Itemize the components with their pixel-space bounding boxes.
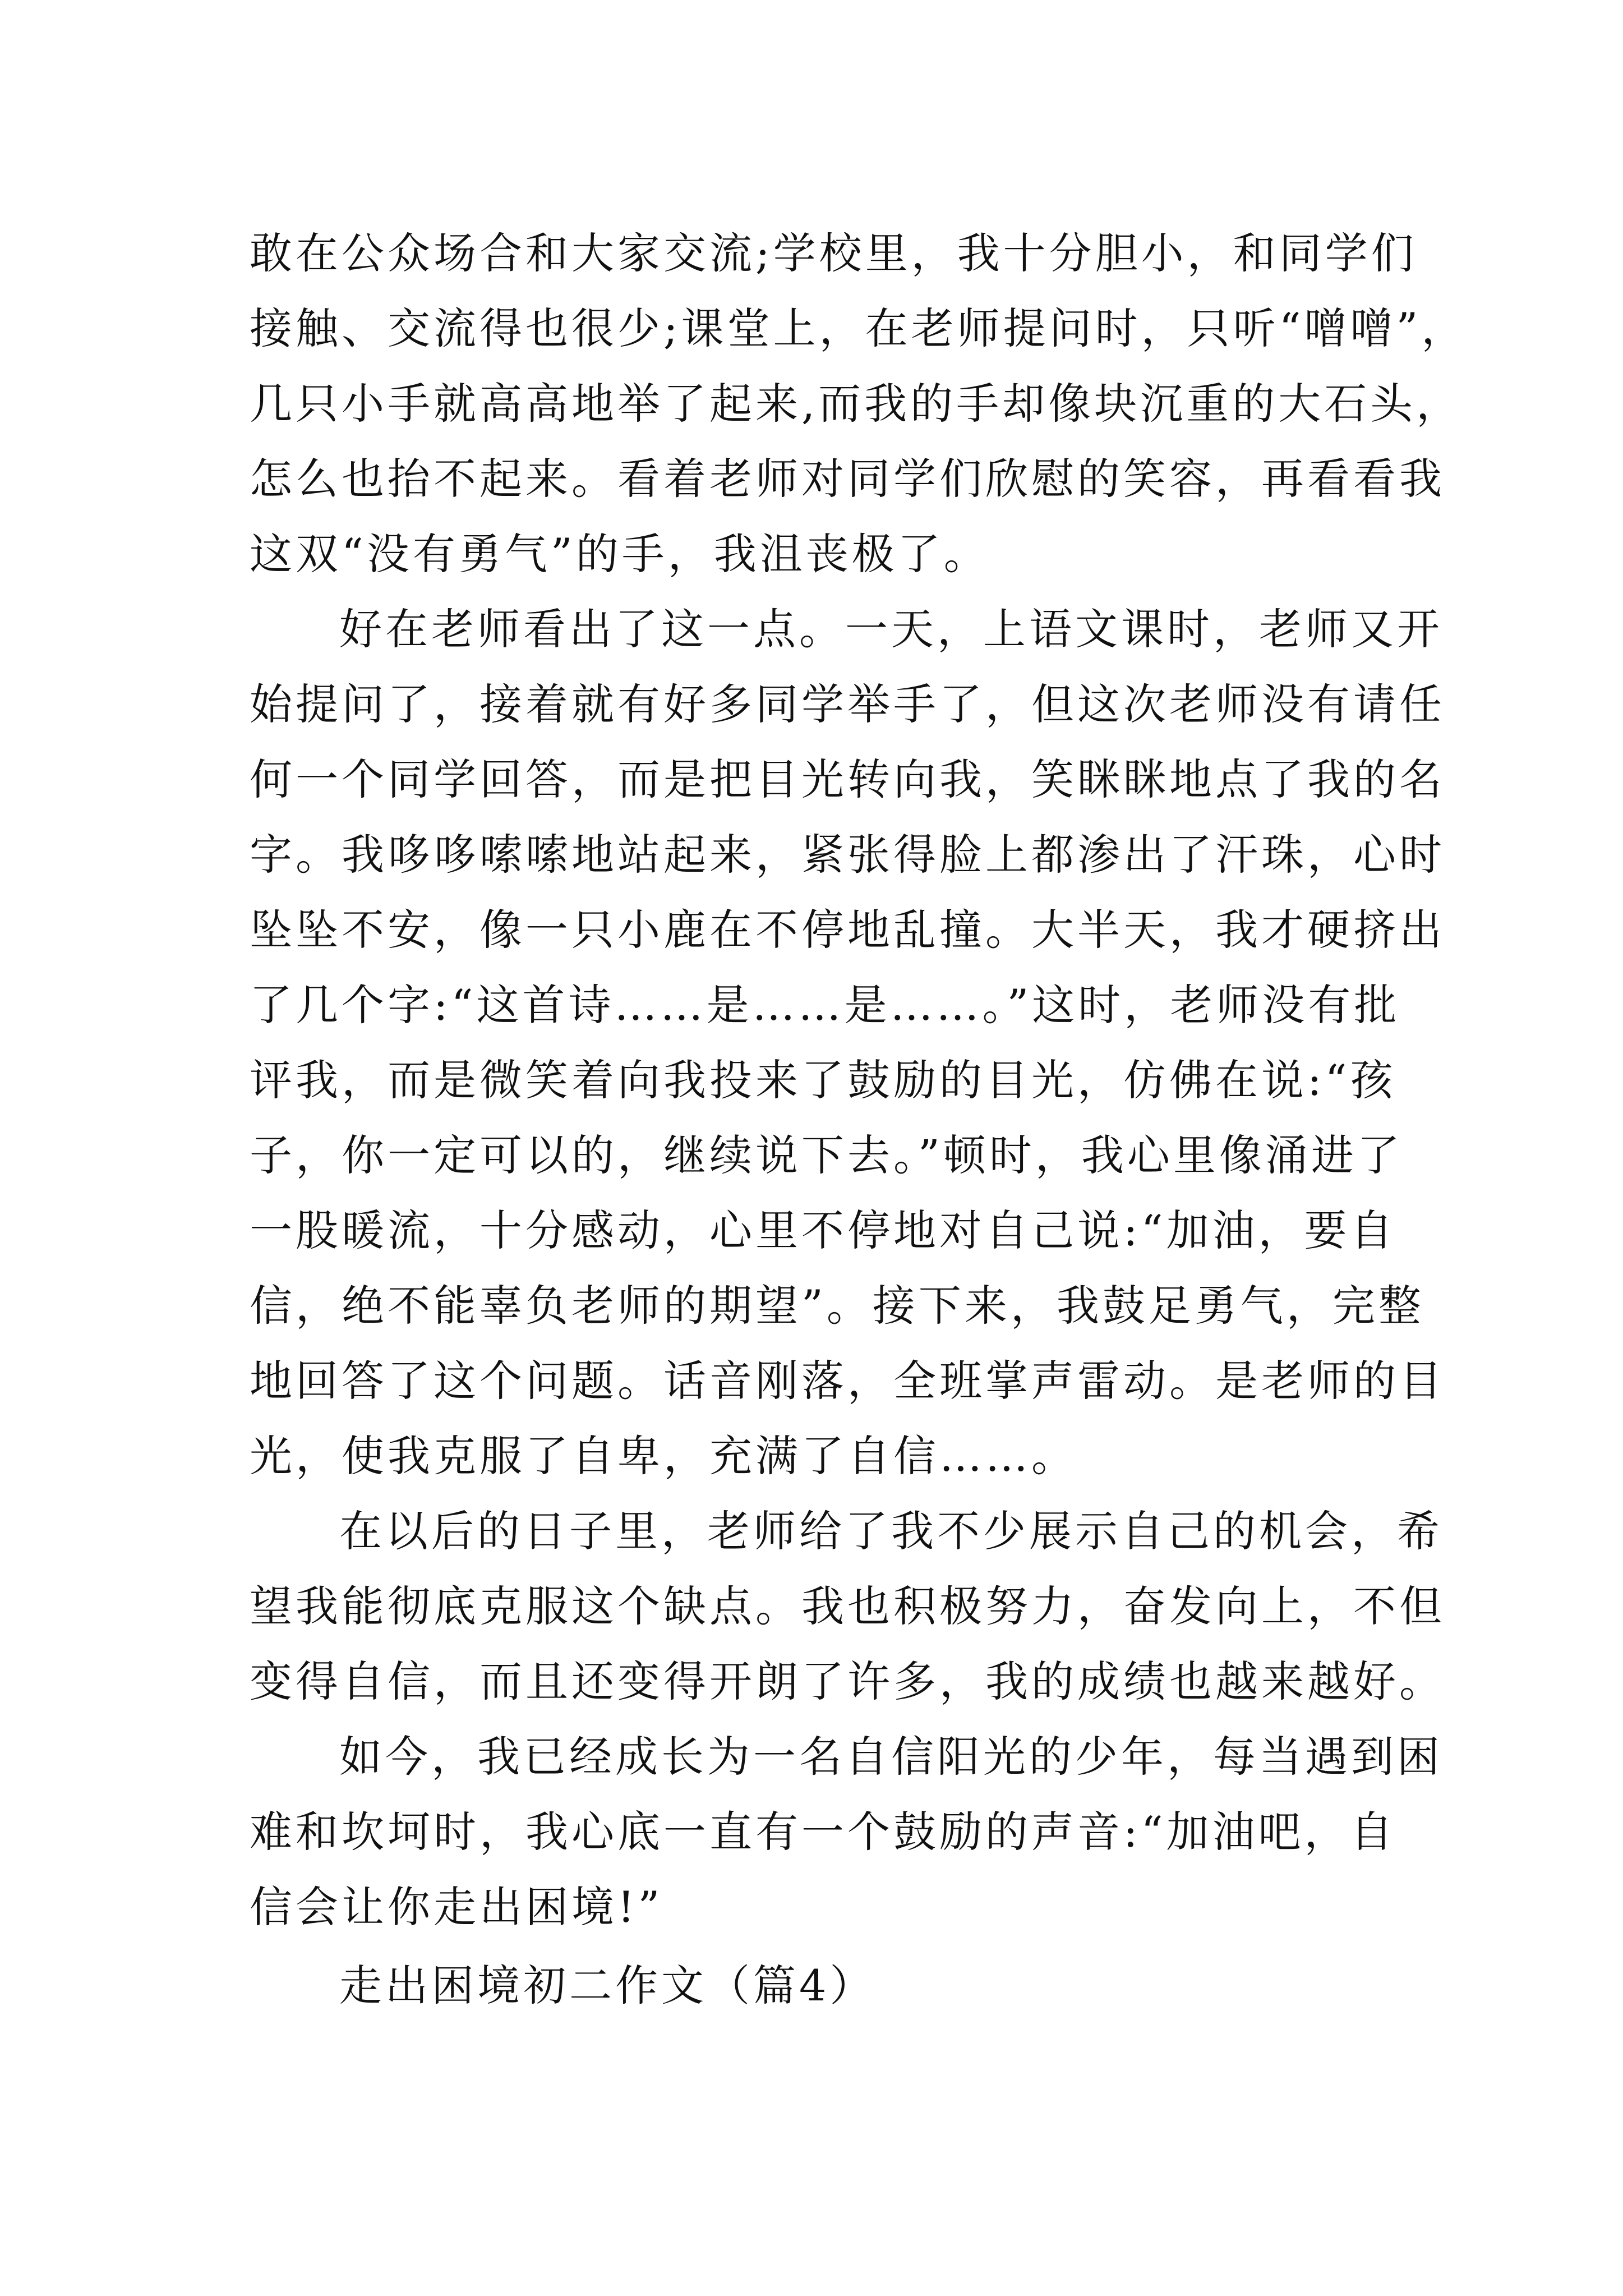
text-line: 光，使我克服了自卑，充满了自信……。 (250, 1431, 1077, 1481)
text-line: 信会让你走出困境!” (250, 1882, 663, 1932)
text-line: 望我能彻底克服这个缺点。我也积极努力，奋发向上，不但 (250, 1581, 1445, 1631)
text-line: 坠坠不安，像一只小鹿在不停地乱撞。大半天，我才硬挤出 (250, 905, 1445, 955)
text-line: 始提问了，接着就有好多同学举手了，但这次老师没有请任 (250, 679, 1445, 729)
text-line: 难和坎坷时，我心底一直有一个鼓励的声音:“加油吧，自 (250, 1807, 1396, 1857)
text-line: 评我，而是微笑着向我投来了鼓励的目光，仿佛在说:“孩 (250, 1055, 1396, 1105)
text-line: 信，绝不能辜负老师的期望”。接下来，我鼓足勇气，完整 (250, 1281, 1424, 1331)
text-line: 一股暖流，十分感动，心里不停地对自己说:“加油，要自 (250, 1205, 1396, 1255)
text-line: 子，你一定可以的，继续说下去。”顿时，我心里像涌进了 (250, 1130, 1403, 1180)
text-line: 接触、交流得也很少;课堂上，在老师提问时，只听“噌噌”， (250, 303, 1468, 353)
text-line: 字。我哆哆嗦嗦地站起来，紧张得脸上都渗出了汗珠，心时 (250, 830, 1445, 880)
text-line: 几只小手就高高地举了起来,而我的手却像块沉重的大石头， (250, 379, 1463, 429)
section-heading: 走出困境初二作文（篇4） (339, 1961, 876, 2010)
text-line: 怎么也抬不起来。看着老师对同学们欣慰的笑容，再看看我 (250, 454, 1445, 504)
text-line: 这双“没有勇气”的手，我沮丧极了。 (250, 529, 990, 579)
text-line: 变得自信，而且还变得开朗了许多，我的成绩也越来越好。 (250, 1657, 1445, 1706)
paragraph-start-line: 好在老师看出了这一点。一天，上语文课时，老师又开 (339, 604, 1443, 654)
paragraph-start-line: 如今，我已经成长为一名自信阳光的少年，每当遇到困 (339, 1732, 1443, 1782)
text-line: 何一个同学回答，而是把目光转向我，笑眯眯地点了我的名 (250, 754, 1445, 804)
text-line: 敢在公众场合和大家交流;学校里，我十分胆小，和同学们 (250, 228, 1417, 278)
text-line: 了几个字:“这首诗……是……是……。”这时，老师没有批 (250, 980, 1400, 1030)
text-line: 地回答了这个问题。话音刚落，全班掌声雷动。是老师的目 (250, 1356, 1445, 1406)
paragraph-start-line: 在以后的日子里，老师给了我不少展示自己的机会，希 (339, 1506, 1443, 1556)
essay-body (250, 216, 1468, 2023)
